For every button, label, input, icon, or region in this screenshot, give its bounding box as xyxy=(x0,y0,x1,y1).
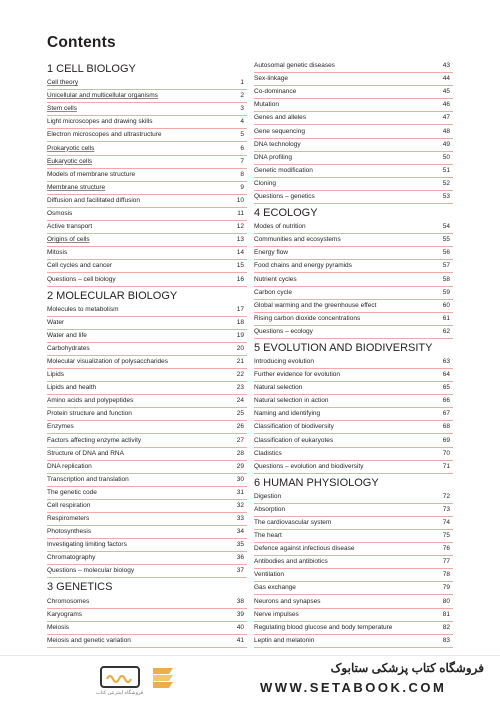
toc-entry-page: 30 xyxy=(236,475,244,483)
toc-entry-label: Global warming and the greenhouse effect xyxy=(254,301,377,309)
toc-entry-page: 21 xyxy=(236,357,244,365)
toc-entry[interactable] xyxy=(254,287,453,300)
toc-entry[interactable] xyxy=(47,156,247,169)
toc-entry-label: Karyograms xyxy=(47,610,83,618)
toc-entry-label: Regulating blood glucose and body temperature xyxy=(254,623,393,631)
toc-entry[interactable] xyxy=(254,356,453,369)
toc-entry-page: 68 xyxy=(442,423,450,431)
toc-entry-page: 28 xyxy=(236,449,244,457)
toc-entry-label: Classification of eukaryotes xyxy=(254,436,334,444)
toc-entry[interactable] xyxy=(254,395,453,408)
toc-entry-page: 9 xyxy=(240,183,244,191)
toc-entry-label: Leptin and melatonin xyxy=(254,636,315,644)
toc-entry[interactable] xyxy=(47,343,247,356)
toc-entry-page: 3 xyxy=(240,105,244,113)
toc-entry[interactable] xyxy=(47,77,247,90)
toc-entry[interactable] xyxy=(47,635,247,648)
toc-entry-label: DNA profiling xyxy=(254,153,292,161)
toc-entry-page: 43 xyxy=(442,62,450,70)
toc-entry-page: 55 xyxy=(442,236,450,244)
toc-entry[interactable] xyxy=(254,609,453,622)
toc-entry[interactable] xyxy=(47,421,247,434)
toc-entry-label: Questions – ecology xyxy=(254,327,313,335)
toc-entry-label: Questions – molecular biology xyxy=(47,567,135,575)
toc-entry-page: 11 xyxy=(237,210,244,218)
toc-entry[interactable] xyxy=(47,595,247,608)
toc-entry-page: 52 xyxy=(442,179,450,187)
toc-entry-page: 70 xyxy=(442,449,450,457)
toc-entry-label: Sex-linkage xyxy=(254,75,288,83)
toc-entry-page: 34 xyxy=(236,528,244,536)
toc-entry-page: 14 xyxy=(236,249,244,257)
toc-entry-label: Stem cells xyxy=(47,105,77,113)
toc-entry[interactable] xyxy=(254,408,453,421)
toc-entry[interactable] xyxy=(47,169,247,182)
toc-entry[interactable] xyxy=(47,304,247,317)
setabook-logo xyxy=(100,664,140,690)
toc-entry-page: 77 xyxy=(442,558,450,566)
toc-entry[interactable] xyxy=(254,260,453,273)
toc-entry-label: Factors affecting enzyme activity xyxy=(47,436,142,444)
toc-entry[interactable] xyxy=(47,234,247,247)
toc-entry-page: 71 xyxy=(442,462,450,470)
toc-entry-page: 15 xyxy=(236,262,244,270)
toc-entry-label: Gas exchange xyxy=(254,584,296,592)
toc-entry-label: Gene sequencing xyxy=(254,127,305,135)
toc-entry-label: Cell theory xyxy=(47,79,79,87)
toc-entry[interactable] xyxy=(47,487,247,500)
toc-entry[interactable] xyxy=(47,260,247,273)
toc-entry-page: 80 xyxy=(442,597,450,605)
toc-entry-page: 76 xyxy=(442,545,450,553)
toc-entry-label: The genetic code xyxy=(47,488,97,496)
toc-entry-label: Introducing evolution xyxy=(254,357,314,365)
toc-entry-label: Autosomal genetic diseases xyxy=(254,62,335,70)
toc-entry-page: 48 xyxy=(442,127,450,135)
toc-entry[interactable] xyxy=(47,474,247,487)
toc-entry-label: Antibodies and antibiotics xyxy=(254,558,328,566)
toc-entry-label: Natural selection xyxy=(254,384,303,392)
toc-entry-label: Ventilation xyxy=(254,571,284,579)
toc-entry[interactable] xyxy=(47,330,247,343)
toc-entry[interactable] xyxy=(254,504,453,517)
toc-entry-label: Mutation xyxy=(254,101,279,109)
toc-entry-label: Water and life xyxy=(47,331,87,339)
toc-column-right xyxy=(254,60,453,648)
section-heading: 6 HUMAN PHYSIOLOGY xyxy=(254,476,379,489)
toc-entry[interactable] xyxy=(47,103,247,116)
toc-entry-label: Light microscopes and drawing skills xyxy=(47,118,153,126)
toc-entry[interactable] xyxy=(47,116,247,129)
toc-entry-page: 40 xyxy=(236,623,244,631)
toc-entry-label: Nerve impulses xyxy=(254,610,299,618)
toc-entry-page: 75 xyxy=(442,532,450,540)
toc-entry[interactable] xyxy=(254,112,453,125)
toc-entry-label: Further evidence for evolution xyxy=(254,371,340,379)
toc-entry-page: 4 xyxy=(240,118,244,126)
toc-entry[interactable] xyxy=(47,195,247,208)
toc-entry-page: 32 xyxy=(236,502,244,509)
toc-entry[interactable] xyxy=(254,595,453,608)
toc-entry-label: Investigating limiting factors xyxy=(47,541,127,549)
toc-entry-label: Carbon cycle xyxy=(254,288,292,296)
toc-entry[interactable] xyxy=(47,182,247,195)
toc-entry[interactable] xyxy=(47,408,247,421)
toc-entry-label: Mitosis xyxy=(47,249,68,257)
toc-entry[interactable] xyxy=(47,382,247,395)
toc-entry[interactable] xyxy=(47,448,247,461)
toc-entry-page: 19 xyxy=(236,331,244,339)
toc-entry[interactable] xyxy=(254,369,453,382)
toc-entry-page: 47 xyxy=(442,114,450,122)
toc-entry[interactable] xyxy=(47,273,247,286)
toc-entry-page: 78 xyxy=(442,571,450,579)
toc-entry-page: 63 xyxy=(442,357,450,365)
section-heading: 2 MOLECULAR BIOLOGY xyxy=(47,289,178,302)
toc-entry-label: Membrane structure xyxy=(47,183,106,191)
toc-entry[interactable] xyxy=(254,543,453,556)
toc-entry-page: 23 xyxy=(236,384,244,392)
toc-entry[interactable] xyxy=(47,90,247,103)
section-heading: 5 EVOLUTION AND BIODIVERSITY xyxy=(254,341,433,354)
toc-entry[interactable] xyxy=(254,86,453,99)
toc-entry[interactable] xyxy=(254,221,453,234)
toc-entry-page: 27 xyxy=(236,436,244,444)
toc-entry-label: Unicellular and multicellular organisms xyxy=(47,92,158,100)
toc-entry[interactable] xyxy=(254,517,453,530)
toc-entry-label: Cell cycles and cancer xyxy=(47,262,113,270)
section-heading: 3 GENETICS xyxy=(47,581,113,594)
toc-entry-page: 53 xyxy=(442,193,450,201)
toc-entry[interactable] xyxy=(254,152,453,165)
toc-entry[interactable] xyxy=(47,208,247,221)
toc-entry-label: Cell respiration xyxy=(47,502,91,509)
toc-entry[interactable] xyxy=(254,300,453,313)
publisher-footer xyxy=(0,655,500,701)
toc-entry[interactable] xyxy=(254,530,453,543)
toc-entry[interactable] xyxy=(47,622,247,635)
toc-entry-label: Defence against infectious disease xyxy=(254,545,355,553)
toc-entry-page: 25 xyxy=(236,410,244,418)
toc-entry[interactable] xyxy=(47,129,247,142)
toc-entry-page: 54 xyxy=(442,223,450,231)
toc-entry[interactable] xyxy=(47,609,247,622)
toc-entry-label: Active transport xyxy=(47,223,93,231)
toc-entry[interactable] xyxy=(47,356,247,369)
toc-entry-page: 20 xyxy=(236,344,244,352)
toc-entry-label: Meiosis xyxy=(47,623,70,631)
toc-entry-page: 60 xyxy=(442,301,450,309)
toc-entry[interactable] xyxy=(254,326,453,339)
toc-entry[interactable] xyxy=(254,178,453,191)
toc-entry-page: 22 xyxy=(236,371,244,379)
toc-entry[interactable] xyxy=(47,539,247,552)
toc-entry-label: Models of membrane structure xyxy=(47,170,136,178)
toc-entry-page: 36 xyxy=(236,554,244,562)
toc-entry[interactable] xyxy=(254,461,453,474)
toc-entry-page: 73 xyxy=(442,505,450,513)
toc-entry-page: 8 xyxy=(240,170,244,178)
toc-entry[interactable] xyxy=(47,369,247,382)
toc-entry-label: Eukaryotic cells xyxy=(47,157,93,165)
toc-entry-label: Neurons and synapses xyxy=(254,597,321,605)
book-stack-icon xyxy=(149,662,177,692)
toc-entry[interactable] xyxy=(254,139,453,152)
toc-entry-label: Structure of DNA and RNA xyxy=(47,449,124,457)
toc-entry-page: 2 xyxy=(240,92,244,100)
page-title: Contents xyxy=(47,34,116,51)
toc-entry-page: 66 xyxy=(442,397,450,405)
toc-entry[interactable] xyxy=(47,247,247,260)
toc-entry-label: Enzymes xyxy=(47,423,74,431)
toc-entry[interactable] xyxy=(254,448,453,461)
toc-entry-label: Origins of cells xyxy=(47,236,90,244)
toc-entry-page: 50 xyxy=(442,153,450,161)
toc-entry[interactable] xyxy=(47,142,247,155)
toc-entry-label: Co-dominance xyxy=(254,88,297,96)
toc-entry[interactable] xyxy=(254,191,453,204)
toc-entry[interactable] xyxy=(254,234,453,247)
footer-url[interactable]: WWW.SETABOOK.COM xyxy=(260,680,447,695)
toc-entry-label: DNA technology xyxy=(254,140,301,148)
toc-entry[interactable] xyxy=(47,513,247,526)
toc-entry-page: 33 xyxy=(236,515,244,523)
toc-entry-page: 6 xyxy=(240,144,244,152)
toc-entry-label: The cardiovascular system xyxy=(254,519,332,526)
toc-entry-label: Prokaryotic cells xyxy=(47,144,95,152)
toc-entry-label: Rising carbon dioxide concentrations xyxy=(254,314,361,322)
toc-entry-label: Modes of nutrition xyxy=(254,223,306,231)
toc-entry[interactable] xyxy=(254,273,453,286)
toc-entry-label: Cloning xyxy=(254,179,277,187)
toc-entry[interactable] xyxy=(254,247,453,260)
toc-entry-label: Genetic modification xyxy=(254,166,313,174)
toc-entry-page: 13 xyxy=(236,236,244,244)
toc-entry-page: 35 xyxy=(236,541,244,549)
toc-entry-page: 5 xyxy=(240,131,244,139)
toc-entry[interactable] xyxy=(254,73,453,86)
toc-entry-label: Respirometers xyxy=(47,515,90,523)
toc-entry-page: 38 xyxy=(236,597,244,605)
toc-entry[interactable] xyxy=(254,125,453,138)
toc-entry-page: 64 xyxy=(442,371,450,379)
toc-entry-page: 51 xyxy=(442,166,450,174)
toc-entry-page: 82 xyxy=(442,623,450,631)
toc-entry-label: Protein structure and function xyxy=(47,410,132,418)
toc-entry-label: Lipids xyxy=(47,371,64,379)
toc-entry[interactable] xyxy=(254,434,453,447)
toc-entry-page: 17 xyxy=(236,305,244,313)
toc-entry-page: 39 xyxy=(236,610,244,618)
toc-entry[interactable] xyxy=(254,556,453,569)
toc-entry-label: Classification of biodiversity xyxy=(254,423,334,431)
toc-entry-page: 37 xyxy=(236,567,244,575)
toc-entry-label: Communities and ecosystems xyxy=(254,236,341,244)
toc-entry-label: Questions – evolution and biodiversity xyxy=(254,462,364,470)
toc-entry-label: Food chains and energy pyramids xyxy=(254,262,352,270)
section-heading: 1 CELL BIOLOGY xyxy=(47,63,136,75)
toc-entry-page: 61 xyxy=(442,314,450,322)
toc-entry-label: Chromatography xyxy=(47,554,96,562)
toc-entry-label: Digestion xyxy=(254,492,282,500)
toc-entry[interactable] xyxy=(47,317,247,330)
toc-entry-page: 72 xyxy=(442,492,450,500)
toc-entry-label: The heart xyxy=(254,532,282,540)
toc-entry[interactable] xyxy=(254,60,453,73)
toc-entry-label: Lipids and health xyxy=(47,384,97,392)
toc-entry[interactable] xyxy=(254,622,453,635)
toc-entry-page: 69 xyxy=(442,436,450,444)
toc-entry-label: Chromosomes xyxy=(47,597,90,605)
toc-entry-page: 58 xyxy=(442,275,450,283)
toc-entry-label: Genes and alleles xyxy=(254,114,307,122)
toc-entry-page: 49 xyxy=(442,140,450,148)
toc-entry-page: 16 xyxy=(236,275,244,283)
toc-entry-page: 26 xyxy=(236,423,244,431)
toc-entry-label: Questions – cell biology xyxy=(47,275,116,283)
toc-entry[interactable] xyxy=(254,165,453,178)
toc-entry-page: 18 xyxy=(236,318,244,326)
toc-entry[interactable] xyxy=(47,526,247,539)
toc-entry[interactable] xyxy=(47,565,247,578)
toc-entry[interactable] xyxy=(47,552,247,565)
toc-entry-page: 1 xyxy=(240,79,244,87)
toc-entry[interactable] xyxy=(47,395,247,408)
toc-entry[interactable] xyxy=(47,434,247,447)
toc-entry[interactable] xyxy=(254,635,453,648)
toc-entry[interactable] xyxy=(254,382,453,395)
toc-entry-page: 57 xyxy=(442,262,450,270)
toc-entry-page: 7 xyxy=(240,157,244,165)
toc-entry-page: 10 xyxy=(236,196,244,204)
toc-entry-label: Meiosis and genetic variation xyxy=(47,636,131,644)
toc-entry[interactable] xyxy=(254,569,453,582)
toc-entry-page: 62 xyxy=(442,327,450,335)
toc-entry-page: 67 xyxy=(442,410,450,418)
toc-entry-page: 79 xyxy=(442,584,450,592)
toc-entry-label: Molecules to metabolism xyxy=(47,305,119,313)
toc-entry[interactable] xyxy=(254,313,453,326)
toc-entry-label: Transcription and translation xyxy=(47,475,129,483)
toc-entry-page: 31 xyxy=(236,488,244,496)
toc-entry-label: Cladistics xyxy=(254,449,282,457)
toc-entry-page: 59 xyxy=(442,288,450,296)
toc-entry-label: DNA replication xyxy=(47,462,92,470)
toc-entry-page: 44 xyxy=(442,75,450,83)
toc-entry[interactable] xyxy=(254,421,453,434)
toc-entry[interactable] xyxy=(254,582,453,595)
section-heading: 4 ECOLOGY xyxy=(254,207,318,220)
toc-entry-page: 56 xyxy=(442,249,450,257)
toc-entry-page: 24 xyxy=(236,397,244,405)
toc-entry-label: Osmosis xyxy=(47,210,73,218)
toc-entry-label: Water xyxy=(47,318,65,326)
toc-entry-page: 12 xyxy=(236,223,244,231)
toc-column-left xyxy=(47,60,247,648)
toc-entry-label: Naming and identifying xyxy=(254,410,321,418)
toc-entry-page: 65 xyxy=(442,384,450,392)
toc-entry-label: Amino acids and polypeptides xyxy=(47,397,134,405)
toc-entry-label: Questions – genetics xyxy=(254,193,315,201)
toc-entry[interactable] xyxy=(47,500,247,513)
toc-entry-page: 81 xyxy=(442,610,450,618)
toc-entry-label: Absorption xyxy=(254,505,286,513)
toc-entry[interactable] xyxy=(254,99,453,112)
toc-entry-label: Electron microscopes and ultrastructure xyxy=(47,131,162,139)
toc-entry-label: Molecular visualization of polysaccharides xyxy=(47,357,169,365)
toc-entry[interactable] xyxy=(47,461,247,474)
toc-entry-page: 74 xyxy=(442,519,450,526)
logo-subtext: فروشگاه اینترنتی کتاب xyxy=(96,690,144,696)
footer-store-name: فروشگاه کتاب پزشکی ستابوک xyxy=(330,661,484,675)
toc-entry-page: 29 xyxy=(236,462,244,470)
toc-entry-page: 41 xyxy=(236,636,244,644)
toc-entry-page: 45 xyxy=(442,88,450,96)
toc-entry-label: Carbohydrates xyxy=(47,344,90,352)
toc-entry-label: Diffusion and facilitated diffusion xyxy=(47,196,140,204)
toc-entry-label: Energy flow xyxy=(254,249,288,257)
toc-entry[interactable] xyxy=(254,491,453,504)
toc-entry[interactable] xyxy=(47,221,247,234)
toc-entry-page: 83 xyxy=(442,636,450,644)
toc-entry-label: Natural selection in action xyxy=(254,397,329,405)
toc-entry-label: Nutrient cycles xyxy=(254,275,297,283)
toc-entry-page: 46 xyxy=(442,101,450,109)
toc-entry-label: Photosynthesis xyxy=(47,528,92,536)
